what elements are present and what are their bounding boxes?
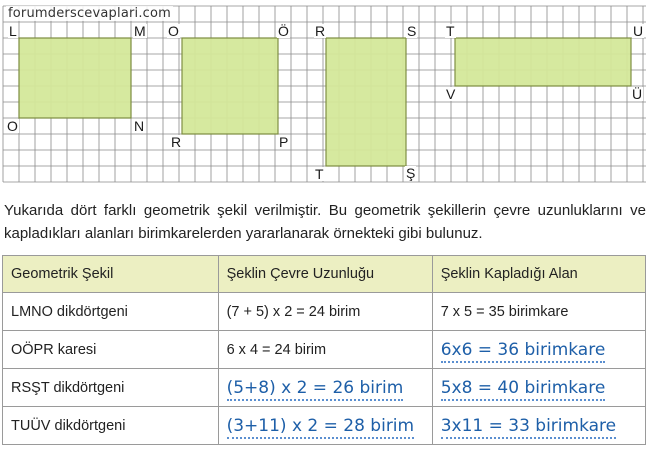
handwritten-answer: (5+8) x 2 = 26 birim bbox=[227, 378, 404, 401]
vertex-label-v: V bbox=[446, 86, 456, 102]
table-row bbox=[3, 407, 646, 445]
cell-perimeter: (7 + 5) x 2 = 24 birim bbox=[218, 293, 432, 331]
vertex-label-l: L bbox=[9, 23, 17, 39]
vertex-label-oe: Ö bbox=[278, 23, 289, 39]
handwritten-answer: (3+11) x 2 = 28 birim bbox=[227, 416, 415, 439]
handwritten-answer: 5x8 = 40 birimkare bbox=[441, 378, 606, 401]
vertex-label-o2: O bbox=[168, 23, 179, 39]
header-shape: Geometrik Şekil bbox=[3, 256, 219, 293]
handwritten-answer: 3x11 = 33 birimkare bbox=[441, 416, 616, 439]
header-perimeter: Şeklin Çevre Uzunluğu bbox=[218, 256, 432, 293]
shape-rsst bbox=[326, 38, 406, 166]
shape-tuuv bbox=[455, 38, 631, 86]
shape-ooepr bbox=[182, 38, 278, 134]
vertex-label-t2: T bbox=[446, 23, 455, 39]
cell-area-answer bbox=[432, 331, 645, 369]
cell-shape: RSŞT dikdörtgeni bbox=[3, 369, 219, 407]
vertex-label-r2: R bbox=[315, 23, 326, 39]
instructions-text: Yukarıda dört farklı geometrik şekil verilmiştir. Bu geometrik şekillerin çevre uzunluklarını ve kapladıkları alanları birimkarelerden yararlanarak örnekteki gibi bulunuz. bbox=[4, 202, 646, 242]
cell-area-answer bbox=[432, 369, 645, 407]
table-row bbox=[3, 293, 646, 331]
cell-area: 7 x 5 = 35 birimkare bbox=[432, 293, 645, 331]
table-header-row bbox=[3, 256, 646, 293]
shape-lmno bbox=[19, 38, 131, 118]
vertex-label-ue: Ü bbox=[632, 86, 643, 102]
vertex-label-sh: Ş bbox=[406, 165, 416, 181]
header-area: Şeklin Kapladığı Alan bbox=[432, 256, 645, 293]
vertex-label-m: M bbox=[134, 23, 146, 39]
grid-figure bbox=[0, 0, 650, 195]
cell-shape: LMNO dikdörtgeni bbox=[3, 293, 219, 331]
cell-shape: OÖPR karesi bbox=[3, 331, 219, 369]
vertex-label-t: T bbox=[315, 166, 324, 182]
cell-perimeter-answer bbox=[218, 407, 432, 445]
answer-table bbox=[2, 255, 646, 445]
cell-area-answer bbox=[432, 407, 645, 445]
cell-perimeter-answer bbox=[218, 369, 432, 407]
table-row bbox=[3, 331, 646, 369]
cell-shape: TUÜV dikdörtgeni bbox=[3, 407, 219, 445]
table-row bbox=[3, 369, 646, 407]
vertex-label-u: U bbox=[633, 23, 644, 39]
vertex-label-n: N bbox=[134, 118, 145, 134]
vertex-label-p: P bbox=[279, 134, 289, 150]
vertex-label-s: S bbox=[407, 23, 417, 39]
watermark: forumderscevaplari.com bbox=[8, 6, 172, 21]
vertex-label-o: O bbox=[7, 118, 18, 134]
vertex-label-r: R bbox=[171, 134, 182, 150]
handwritten-answer: 6x6 = 36 birimkare bbox=[441, 340, 606, 363]
cell-perimeter: 6 x 4 = 24 birim bbox=[218, 331, 432, 369]
